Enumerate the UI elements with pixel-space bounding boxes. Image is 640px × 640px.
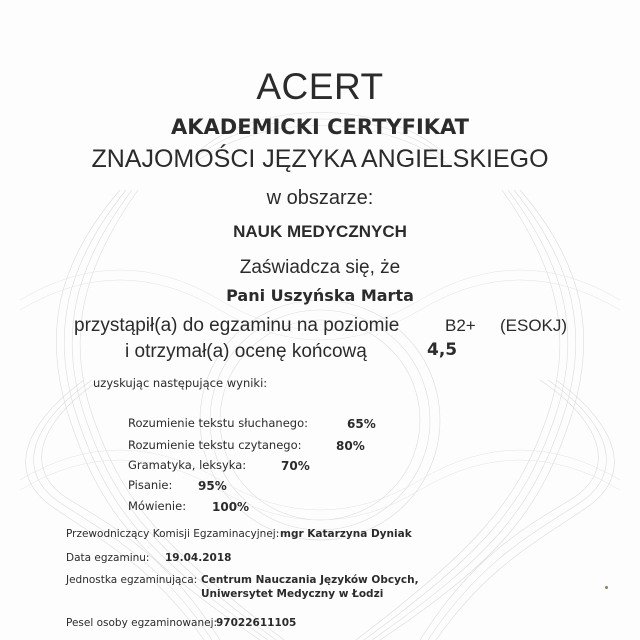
results-intro: uzyskując następujące wyniki:: [93, 376, 268, 390]
result-value-writing: 95%: [198, 479, 227, 493]
level-scale: (ESOKJ): [500, 316, 568, 335]
result-label-reading: Rozumienie tekstu czytanego:: [128, 438, 302, 452]
final-grade-text: i otrzymał(a) ocenę końcową: [125, 341, 367, 362]
unit-value-line1: Centrum Nauczania Języków Obcych,: [201, 574, 419, 586]
result-label-listening: Rozumienie tekstu słuchanego:: [128, 416, 308, 430]
result-value-grammar: 70%: [281, 459, 310, 473]
result-label-grammar: Gramatyka, leksyka:: [128, 458, 247, 472]
paper-speck: [605, 586, 608, 589]
pesel-label: Pesel osoby egzaminowanej:: [66, 617, 218, 629]
result-value-listening: 65%: [347, 417, 376, 431]
holder-name: Pani Uszyńska Marta: [226, 286, 414, 305]
unit-label: Jednostka egzaminująca:: [66, 574, 198, 586]
unit-value-line2: Uniwersytet Medyczny w Łodzi: [201, 588, 384, 600]
result-value-reading: 80%: [336, 439, 365, 453]
area-name: NAUK MEDYCZNYCH: [233, 222, 407, 241]
exam-level-text: przystąpił(a) do egzaminu na poziomie: [74, 315, 400, 336]
result-label-writing: Pisanie:: [128, 478, 173, 492]
date-label: Data egzaminu:: [66, 552, 150, 564]
brand-title: ACERT: [256, 66, 384, 107]
area-intro: w obszarze:: [266, 187, 374, 209]
pesel-value: 97022611105: [216, 617, 297, 629]
certificate-subtitle: ZNAJOMOŚCI JĘZYKA ANGIELSKIEGO: [91, 145, 549, 173]
result-label-speaking: Mówienie:: [128, 499, 187, 513]
result-value-speaking: 100%: [212, 500, 250, 514]
chair-value: mgr Katarzyna Dyniak: [280, 528, 412, 540]
certificate-title: AKADEMICKI CERTYFIKAT: [171, 115, 469, 139]
exam-level: B2+: [445, 316, 476, 335]
final-grade: 4,5: [427, 340, 458, 360]
certifies-text: Zaświadcza się, że: [239, 257, 401, 278]
chair-label: Przewodniczący Komisji Egzaminacyjnej:: [66, 528, 280, 540]
exam-date: 19.04.2018: [165, 552, 232, 564]
